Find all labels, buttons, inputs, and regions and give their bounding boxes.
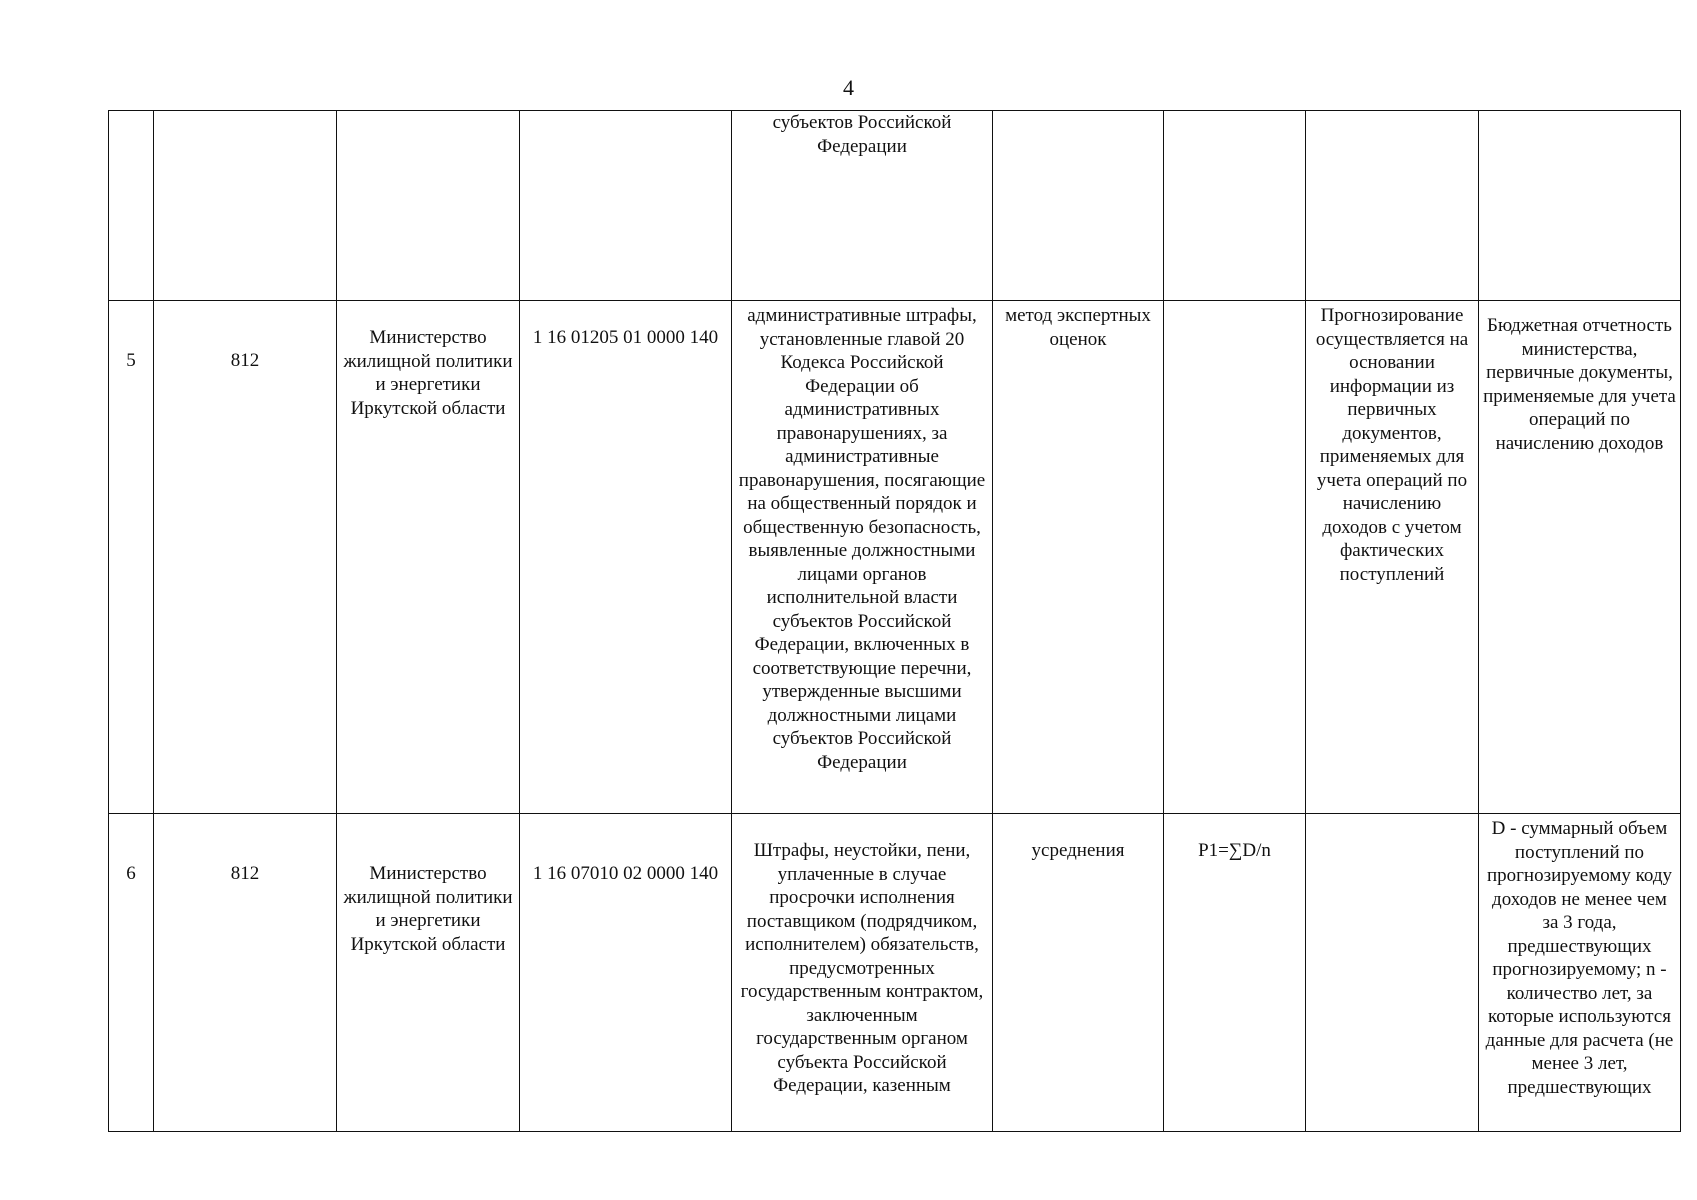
row-number-cell: 5 [109,301,154,814]
source-data-cell [1479,111,1681,301]
revenue-forecast-table [108,110,1681,1132]
page-number: 4 [843,75,854,100]
source-data-cell: D - суммарный объем поступлений по прогнозируемому коду доходов не менее чем за 3 года, предшествующих прогнозируемому; n - количество лет, за которые используются данные для расчета (не менее 3 лет, предшествующих [1479,814,1681,1132]
formula-cell: P1=∑D/n [1164,814,1306,1132]
organization-cell: Министерство жилищной политики и энергетики Иркутской области [337,301,520,814]
revenue-description-cell: административные штрафы, установленные главой 20 Кодекса Российской Федерации об административных правонарушениях, за административные правонарушения, посягающие на общественный порядок и общественную безопасность, выявленные должностными лицами органов исполнительной власти субъектов Российской Федерации, включенных в соответствующие перечни, утвержденные высшими должностными лицами субъектов Российской Федерации [732,301,993,814]
formula-cell [1164,111,1306,301]
chapter-code-cell [154,111,337,301]
revenue-code-cell: 1 16 07010 02 0000 140 [520,814,732,1132]
row-number-cell: 6 [109,814,154,1132]
chapter-code-cell: 812 [154,814,337,1132]
table-row [109,301,1681,814]
revenue-description-cell: Штрафы, неустойки, пени, уплаченные в случае просрочки исполнения поставщиком (подрядчиком, исполнителем) обязательств, предусмотренных государственным контрактом, заключенным государственным органом субъекта Российской Федерации, казенным [732,814,993,1132]
formula-cell [1164,301,1306,814]
revenue-code-cell [520,111,732,301]
organization-cell: Министерство жилищной политики и энергетики Иркутской области [337,814,520,1132]
forecast-method-cell: метод экспертных оценок [993,301,1164,814]
row-number-cell [109,111,154,301]
table-row [109,814,1681,1132]
algorithm-cell [1306,111,1479,301]
table-row [109,111,1681,301]
forecast-method-cell [993,111,1164,301]
revenue-code-cell: 1 16 01205 01 0000 140 [520,301,732,814]
revenue-description-cell: субъектов Российской Федерации [732,111,993,301]
algorithm-cell [1306,814,1479,1132]
chapter-code-cell: 812 [154,301,337,814]
source-data-cell: Бюджетная отчетность министерства, первичные документы, применяемые для учета операций по начислению доходов [1479,301,1681,814]
forecast-method-cell: усреднения [993,814,1164,1132]
algorithm-cell: Прогнозирование осуществляется на основании информации из первичных документов, применяемых для учета операций по начислению доходов с учетом фактических поступлений [1306,301,1479,814]
organization-cell [337,111,520,301]
